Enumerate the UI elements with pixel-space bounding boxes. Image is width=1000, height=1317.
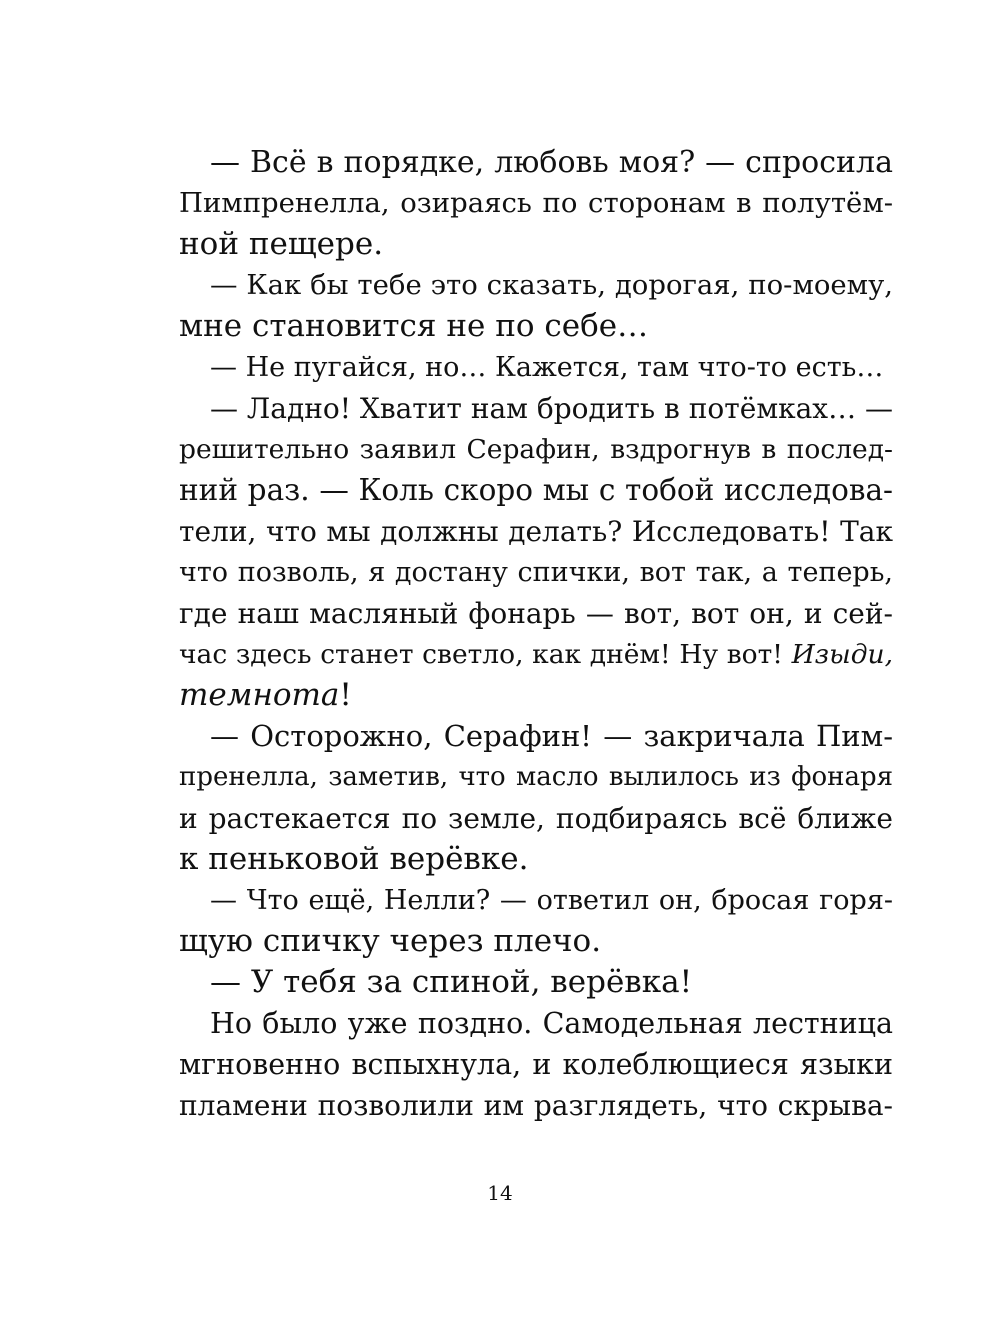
text-line — [179, 1044, 893, 1085]
text-fragment: — Осторожно, Серафин! — закричала Пим- — [210, 719, 893, 753]
text-fragment: щую спичку через плечо. — [179, 923, 602, 959]
text-line — [179, 593, 893, 634]
text-fragment: тели, что мы должны делать? Исследовать! Так — [179, 515, 893, 548]
text-line — [179, 634, 893, 675]
text-fragment: — Как бы тебе это сказать, дорогая, по-моему, — [210, 269, 893, 301]
text-fragment: пренелла, заметив, что масло вылилось из фонаря — [179, 762, 893, 792]
text-fragment: и растекается по земле, подбираясь всё ближе — [179, 802, 893, 835]
text-fragment: — У тебя за спиной, верёвка! — [210, 964, 693, 1000]
text-fragment: час здесь станет светло, как днём! Ну вот! — [179, 639, 792, 670]
text-fragment: — Всё в порядке, любовь моя? — спросила — [210, 145, 893, 180]
text-fragment: Но было уже поздно. Самодельная лестница — [210, 1007, 893, 1040]
text-line — [179, 347, 893, 388]
text-fragment: — Что ещё, Нелли? — ответил он, бросая горя- — [210, 885, 893, 916]
text-line — [179, 839, 893, 880]
text-line — [179, 429, 893, 470]
page-body-text — [179, 142, 893, 1126]
text-fragment: Пимпренелла, озираясь по сторонам в полутём- — [179, 187, 893, 219]
text-fragment: — Не пугайся, но… Кажется, там что-то есть… — [210, 352, 884, 383]
text-fragment: ний раз. — Коль скоро мы с тобой исследова- — [179, 473, 893, 507]
text-line — [179, 675, 893, 716]
text-line — [179, 1003, 893, 1044]
text-fragment: мне становится не по себе… — [179, 308, 649, 344]
text-fragment: где наш масляный фонарь — вот, вот он, и сей- — [179, 597, 893, 630]
text-fragment-italic: темнота — [179, 677, 340, 713]
text-line — [179, 142, 893, 183]
text-line — [179, 798, 893, 839]
text-fragment: ной пещере. — [179, 226, 384, 262]
text-line — [179, 716, 893, 757]
text-line — [179, 921, 893, 962]
text-fragment: мгновенно вспыхнула, и колеблющиеся языки — [179, 1048, 893, 1081]
text-fragment: решительно заявил Серафин, вздрогнув в послед- — [179, 434, 893, 465]
text-line — [179, 757, 893, 798]
text-line — [179, 388, 893, 429]
text-line — [179, 552, 893, 593]
text-fragment: ! — [339, 677, 352, 713]
text-line — [179, 511, 893, 552]
text-fragment-italic: Изыди, — [791, 639, 893, 670]
text-fragment: к пеньковой верёвке. — [179, 841, 529, 877]
text-fragment: — Ладно! Хватит нам бродить в потёмках… — — [210, 392, 893, 425]
text-line — [179, 962, 893, 1003]
page-number: 14 — [487, 1181, 513, 1205]
text-line — [179, 880, 893, 921]
text-line — [179, 470, 893, 511]
text-fragment: пламени позволили им разглядеть, что скрыва- — [179, 1089, 893, 1122]
text-line — [179, 224, 893, 265]
text-line — [179, 306, 893, 347]
text-fragment: что позволь, я достану спички, вот так, а теперь, — [179, 557, 893, 588]
text-line — [179, 183, 893, 224]
text-line — [179, 265, 893, 306]
text-line — [179, 1085, 893, 1126]
